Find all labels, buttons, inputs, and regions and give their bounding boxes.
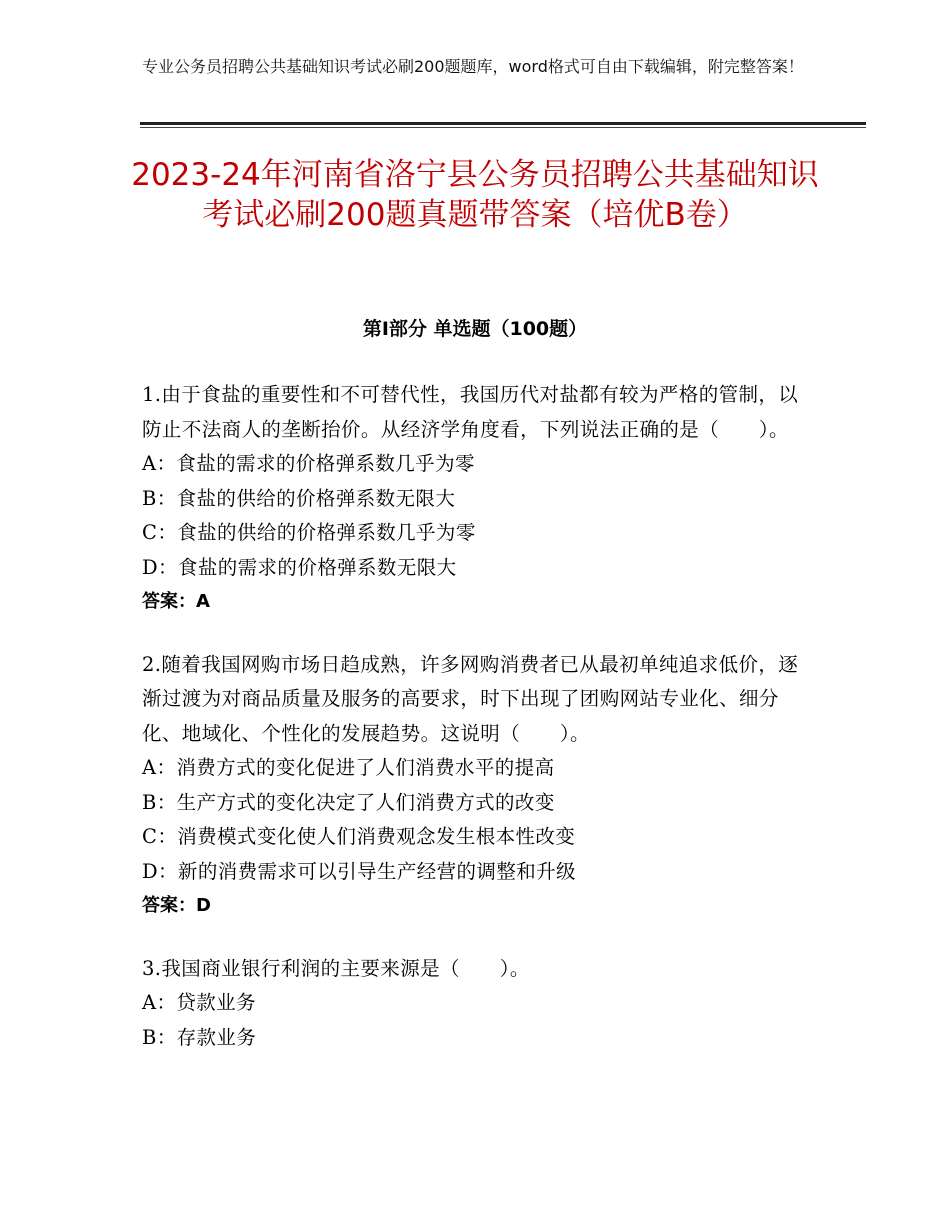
header-rule-thin xyxy=(140,127,866,128)
header-note: 专业公务员招聘公共基础知识考试必刷200题题库，word格式可自由下载编辑，附完整答案！ xyxy=(142,57,804,76)
option-a: A：消费方式的变化促进了人们消费水平的提高 xyxy=(142,756,555,779)
option-b: B：生产方式的变化决定了人们消费方式的改变 xyxy=(142,790,555,814)
question-list xyxy=(142,378,802,1083)
option-a: A：食盐的需求的价格弹系数几乎为零 xyxy=(142,452,475,475)
answer-label: 答案：A xyxy=(142,591,210,612)
question-stem: 3.我国商业银行利润的主要来源是（ ）。 xyxy=(142,956,530,980)
question-1 xyxy=(142,378,802,620)
section-heading: 第Ⅰ部分 单选题（100题） xyxy=(362,318,588,340)
question-2 xyxy=(142,648,802,924)
question-3 xyxy=(142,952,802,1056)
question-stem: 2.随着我国网购市场日趋成熟，许多网购消费者已从最初单纯追求低价，逐渐过渡为对商品质量及服务的高要求，时下出现了团购网站专业化、细分化、地域化、个性化的发展趋势。这说明（ ）。 xyxy=(142,652,799,745)
document-title: 2023-24年河南省洛宁县公务员招聘公共基础知识考试必刷200题真题带答案（培优B卷） xyxy=(131,157,819,233)
answer-label: 答案：D xyxy=(142,895,211,916)
option-b: B：食盐的供给的价格弹系数无限大 xyxy=(142,486,456,510)
option-c: C：食盐的供给的价格弹系数几乎为零 xyxy=(142,521,476,544)
option-c: C：消费模式变化使人们消费观念发生根本性改变 xyxy=(142,825,576,848)
option-b: B：存款业务 xyxy=(142,1025,257,1049)
option-d: D：新的消费需求可以引导生产经营的调整和升级 xyxy=(142,859,576,883)
question-stem: 1.由于食盐的重要性和不可替代性，我国历代对盐都有较为严格的管制，以防止不法商人的垄断抬价。从经济学角度看，下列说法正确的是（ ）。 xyxy=(142,383,799,441)
header-rule-thick xyxy=(140,122,866,125)
option-d: D：食盐的需求的价格弹系数无限大 xyxy=(142,555,457,579)
option-a: A：贷款业务 xyxy=(142,991,256,1014)
